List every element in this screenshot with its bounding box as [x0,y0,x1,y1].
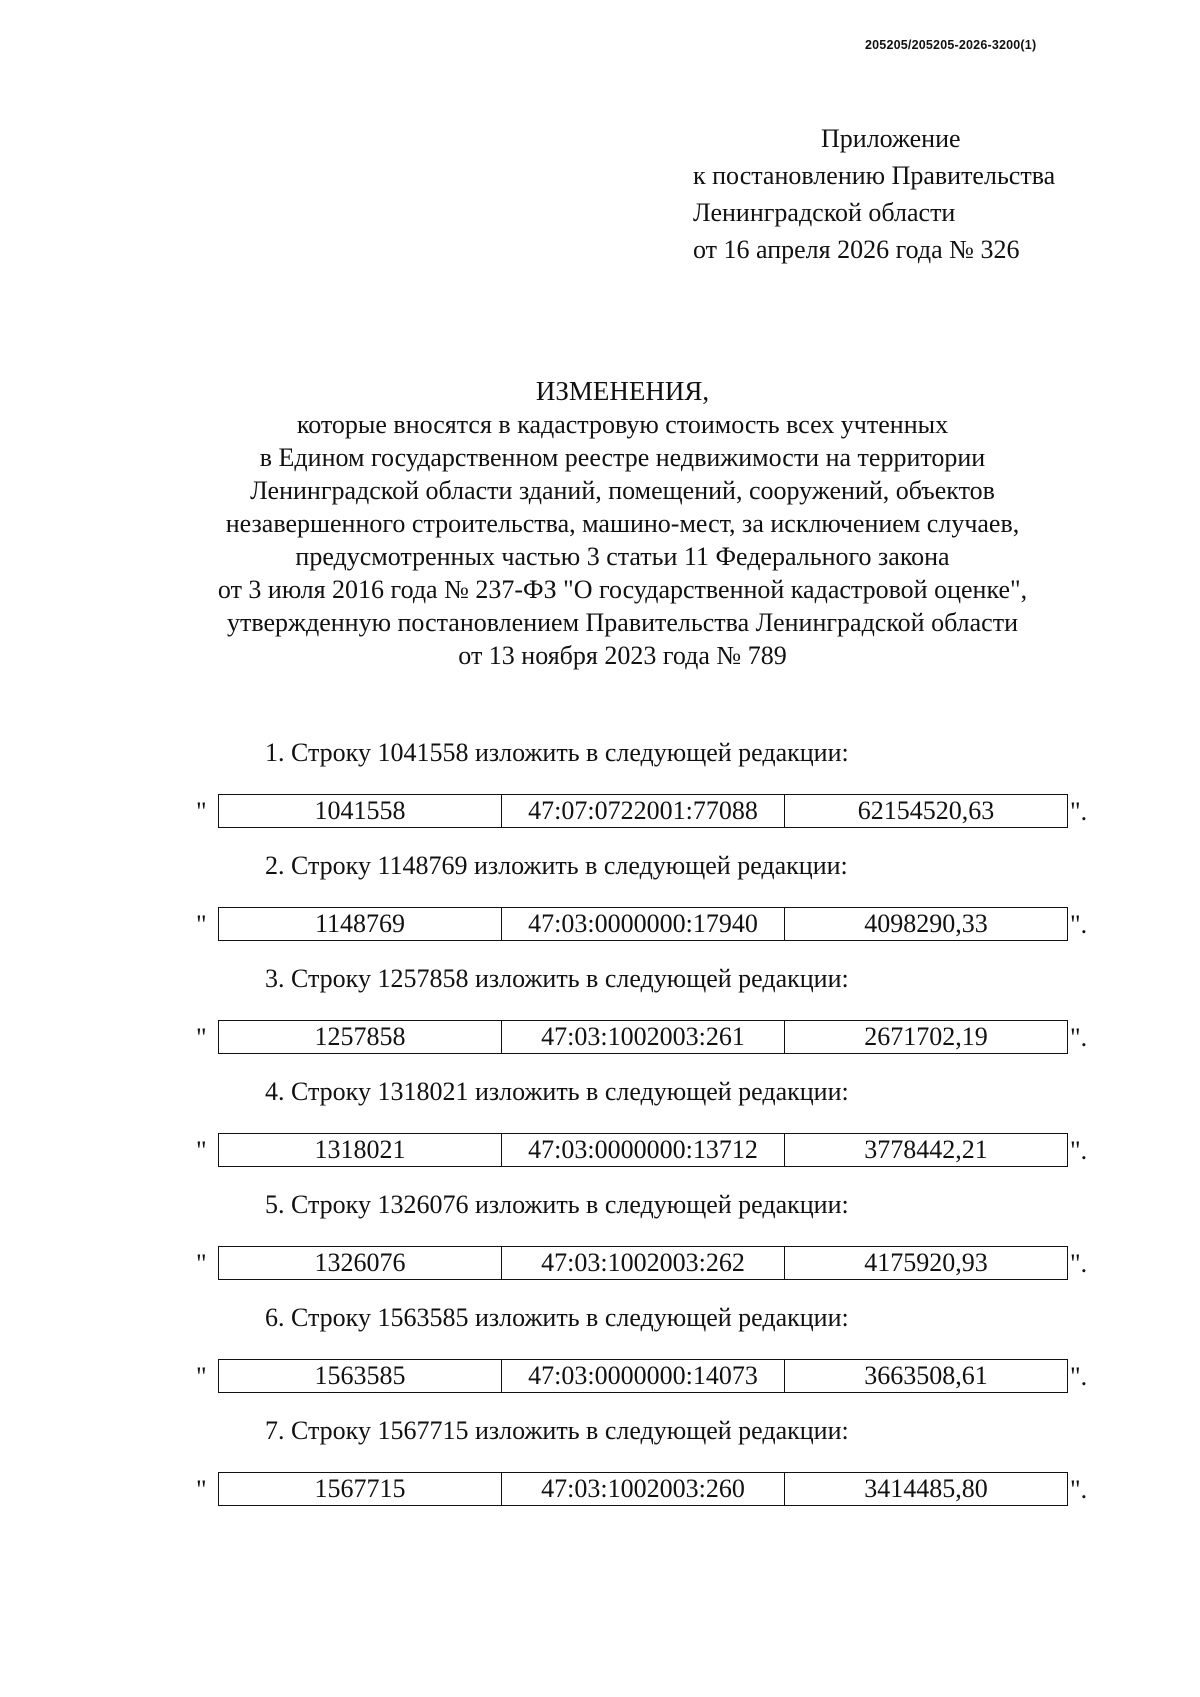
row-number-cell: 1318021 [219,1134,502,1167]
amendment-instruction: 7. Строку 1567715 изложить в следующей редакции: [265,1416,849,1445]
quote-open: " [196,1136,207,1165]
quote-open: " [196,1249,207,1278]
cadastral-number-cell: 47:03:0000000:17940 [502,908,785,941]
amendment-item [0,1301,1200,1414]
appendix-title: Приложение [821,124,961,153]
quote-close: ". [1070,910,1088,939]
amendment-instruction: 5. Строку 1326076 изложить в следующей редакции: [265,1190,849,1219]
amendment-row-table [218,1246,1068,1280]
cadastral-number-cell: 47:07:0722001:77088 [502,795,785,828]
appendix-line: Ленинградской области [693,198,956,227]
cadastral-number-cell: 47:03:1002003:262 [502,1247,785,1280]
amendment-item [0,849,1200,962]
heading-line: утвержденную постановлением Правительства Ленинградской области [227,608,1018,637]
amendment-instruction: 2. Строку 1148769 изложить в следующей редакции: [265,851,848,880]
amendment-item [0,1414,1200,1527]
cadastral-number-cell: 47:03:1002003:261 [502,1021,785,1054]
cadastral-value-cell: 62154520,63 [785,795,1068,828]
cadastral-value-cell: 4175920,93 [785,1247,1068,1280]
amendment-instruction: 1. Строку 1041558 изложить в следующей редакции: [265,738,849,767]
amendment-row-table [218,1472,1068,1506]
quote-open: " [196,1475,207,1504]
appendix-block [693,120,1163,268]
cadastral-number-cell: 47:03:0000000:13712 [502,1134,785,1167]
heading-line: которые вносятся в кадастровую стоимость всех учтенных [296,410,949,439]
quote-open: " [196,797,207,826]
cadastral-value-cell: 2671702,19 [785,1021,1068,1054]
cadastral-number-cell: 47:03:1002003:260 [502,1473,785,1506]
quote-close: ". [1070,797,1088,826]
document-heading [120,375,1125,672]
quote-close: ". [1070,1249,1088,1278]
amendment-row-table [218,1359,1068,1393]
heading-title: ИЗМЕНЕНИЯ, [535,376,710,406]
heading-line: Ленинградской области зданий, помещений, сооружений, объектов [250,476,995,505]
cadastral-value-cell: 3778442,21 [785,1134,1068,1167]
heading-line: предусмотренных частью 3 статьи 11 Федерального закона [295,542,950,571]
amendment-row-table [218,1020,1068,1054]
amendment-item [0,1075,1200,1188]
heading-line: незавершенного строительства, машино-мест, за исключением случаев, [225,509,1020,538]
row-number-cell: 1041558 [219,795,502,828]
row-number-cell: 1567715 [219,1473,502,1506]
row-number-cell: 1563585 [219,1360,502,1393]
quote-close: ". [1070,1475,1088,1504]
amendment-item [0,736,1200,849]
cadastral-value-cell: 3663508,61 [785,1360,1068,1393]
appendix-date-line: от 16 апреля 2026 года № 326 [693,235,1020,264]
amendment-row-table [218,907,1068,941]
amendment-list [0,736,1200,1527]
appendix-line: к постановлению Правительства [693,161,1056,190]
heading-line: от 3 июля 2016 года № 237-ФЗ "О государственной кадастровой оценке", [217,575,1028,604]
quote-close: ". [1070,1362,1088,1391]
amendment-instruction: 3. Строку 1257858 изложить в следующей редакции: [265,964,849,993]
amendment-item [0,1188,1200,1301]
heading-line: в Едином государственном реестре недвижимости на территории [259,443,986,472]
amendment-instruction: 6. Строку 1563585 изложить в следующей редакции: [265,1303,849,1332]
quote-close: ". [1070,1023,1088,1052]
cadastral-value-cell: 4098290,33 [785,908,1068,941]
amendment-row-table [218,794,1068,828]
row-number-cell: 1148769 [219,908,502,941]
quote-open: " [196,1023,207,1052]
amendment-item [0,962,1200,1075]
row-number-cell: 1326076 [219,1247,502,1280]
row-number-cell: 1257858 [219,1021,502,1054]
quote-close: ". [1070,1136,1088,1165]
document-id: 205205/205205-2026-3200(1) [865,38,1037,52]
amendment-instruction: 4. Строку 1318021 изложить в следующей редакции: [265,1077,849,1106]
cadastral-number-cell: 47:03:0000000:14073 [502,1360,785,1393]
cadastral-value-cell: 3414485,80 [785,1473,1068,1506]
amendment-row-table [218,1133,1068,1167]
quote-open: " [196,910,207,939]
quote-open: " [196,1362,207,1391]
heading-line: от 13 ноября 2023 года № 789 [458,641,787,670]
